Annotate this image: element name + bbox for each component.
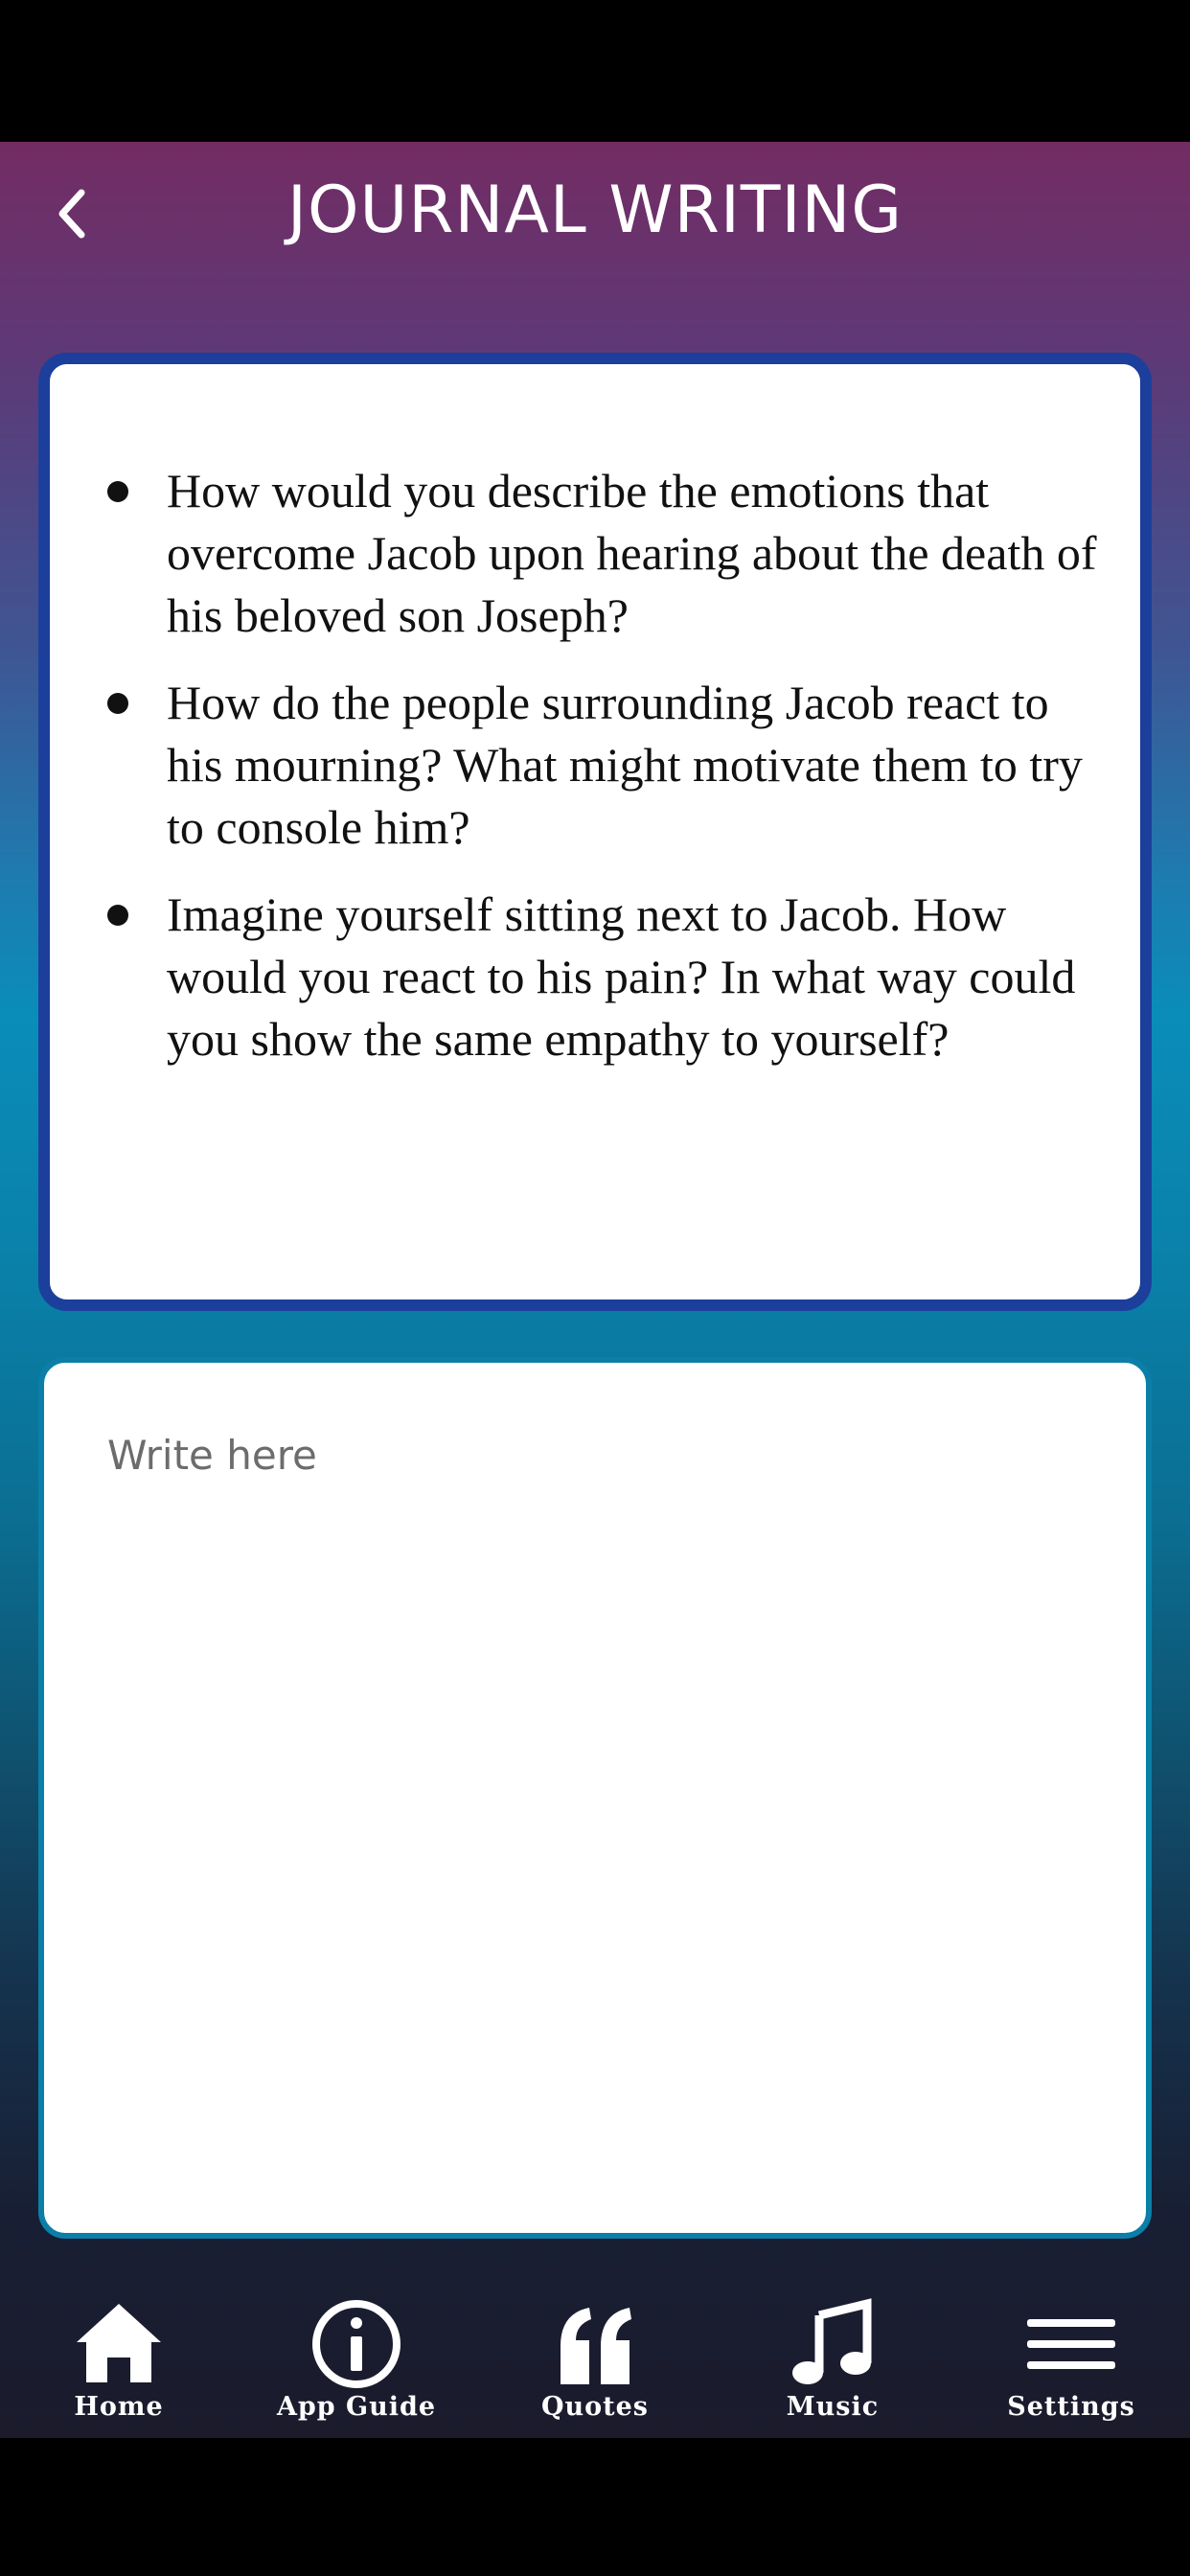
nav-item-settings[interactable] xyxy=(966,2269,1177,2438)
nav-label: Home xyxy=(74,2392,164,2422)
bullet-icon xyxy=(107,905,128,926)
nav-item-home[interactable] xyxy=(13,2269,224,2438)
prompt-item xyxy=(92,672,1102,859)
nav-label: Quotes xyxy=(540,2392,649,2422)
prompt-text: How would you describe the emotions that overcome Jacob upon hearing about the death of his beloved son Joseph? xyxy=(167,464,1097,642)
header xyxy=(0,142,1190,280)
prompt-text: Imagine yourself sitting next to Jacob. How would you react to his pain? In what way could you show the same empathy to yourself? xyxy=(167,887,1076,1066)
nav-item-music[interactable] xyxy=(727,2269,938,2438)
nav-label: Settings xyxy=(1007,2392,1135,2422)
info-icon xyxy=(309,2296,404,2392)
bottom-nav xyxy=(0,2269,1190,2438)
menu-icon xyxy=(1023,2296,1119,2392)
page-title: JOURNAL WRITING xyxy=(286,172,904,248)
bullet-icon xyxy=(107,481,128,502)
bullet-icon xyxy=(107,693,128,714)
app-screen xyxy=(0,142,1190,2438)
prompt-item xyxy=(92,884,1102,1070)
status-bar xyxy=(0,0,1190,142)
nav-label: App Guide xyxy=(276,2392,437,2422)
prompt-item xyxy=(92,460,1102,647)
prompt-list xyxy=(92,460,1102,1095)
system-bottom-bar xyxy=(0,2438,1190,2576)
nav-label: Music xyxy=(786,2392,880,2422)
journal-write-area xyxy=(38,1357,1152,2239)
nav-item-quotes[interactable] xyxy=(490,2269,700,2438)
prompt-card xyxy=(38,353,1152,1311)
prompt-text: How do the people surrounding Jacob react to his mourning? What might motivate them to try to console him? xyxy=(167,676,1083,854)
home-icon xyxy=(71,2296,167,2392)
journal-input[interactable] xyxy=(44,1363,1146,2233)
music-note-icon xyxy=(785,2296,881,2392)
quote-icon xyxy=(547,2296,643,2392)
nav-item-app-guide[interactable] xyxy=(251,2269,462,2438)
